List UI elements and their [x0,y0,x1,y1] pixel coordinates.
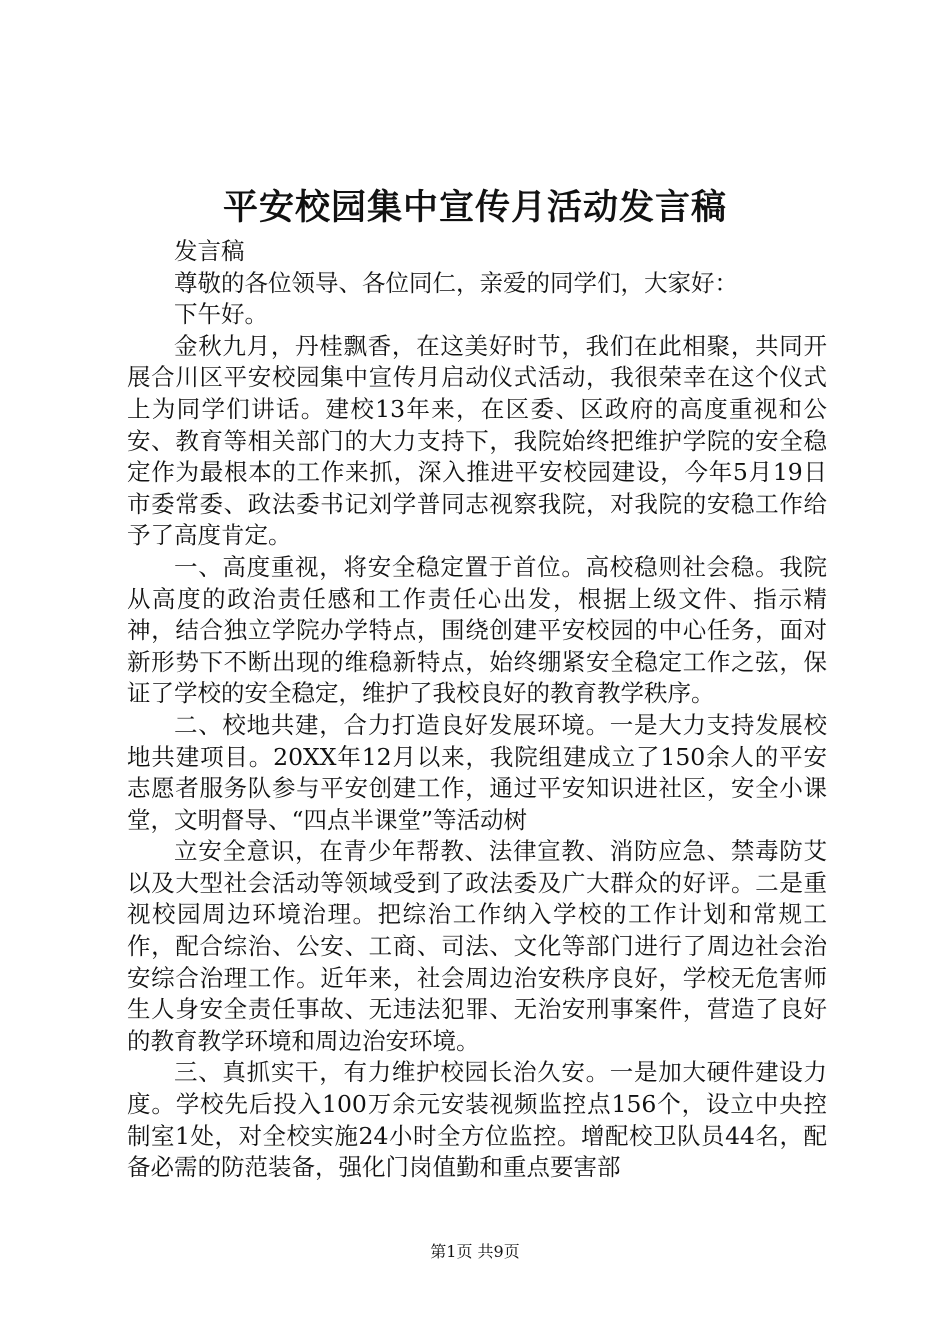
paragraph-section-one: 一、高度重视，将安全稳定置于首位。高校稳则社会稳。我院从高度的政治责任感和工作责任心出发，根据上级文件、指示精神，结合独立学院办学特点，围绕创建平安校园的中心任务，面对新形势下不断出现的维稳新特点，始终绷紧安全稳定工作之弦，保证了学校的安全稳定，维护了我校良好的教育教学秩序。 [127,552,827,708]
paragraph-heading-label: 发言稿 [174,237,245,265]
document-body [127,236,827,1184]
paragraph-introduction: 金秋九月，丹桂飘香，在这美好时节，我们在此相聚，共同开展合川区平安校园集中宣传月启动仪式活动，我很荣幸在这个仪式上为同学们讲话。建校13年来，在区委、区政府的高度重视和公安、教育等相关部门的大力支持下，我院始终把维护学院的安全稳定作为最根本的工作来抓，深入推进平安校园建设，今年5月19日市委常委、政法委书记刘学普同志视察我院，对我院的安稳工作给予了高度肯定。 [127,331,827,550]
paragraph-section-two-continued: 立安全意识，在青少年帮教、法律宣教、消防应急、禁毒防艾以及大型社会活动等领域受到了政法委及广大群众的好评。二是重视校园周边环境治理。把综治工作纳入学校的工作计划和常规工作，配合综治、公安、工商、司法、文化等部门进行了周边社会治安综合治理工作。近年来，社会周边治安秩序良好，学校无危害师生人身安全责任事故、无违法犯罪、无治安刑事案件，营造了良好的教育教学环境和周边治安环境。 [127,837,827,1055]
paragraph-section-two: 二、校地共建，合力打造良好发展环境。一是大力支持发展校地共建项目。20XX年12月以来，我院组建成立了150余人的平安志愿者服务队参与平安创建工作，通过平安知识进社区，安全小课堂，文明督导、“四点半课堂”等活动树 [127,710,827,834]
paragraph-salutation: 尊敬的各位领导、各位同仁，亲爱的同学们，大家好： [174,268,738,297]
paragraph-greeting: 下午好。 [174,300,268,329]
page-number-footer: 第1页 共9页 [430,1242,520,1261]
document-title: 平安校园集中宣传月活动发言稿 [222,187,727,228]
paragraph-section-three: 三、真抓实干，有力维护校园长治久安。一是加大硬件建设力度。学校先后投入100万余元安装视频监控点156个，设立中央控制室1处，对全校实施24小时全方位监控。增配校卫队员44名，配备必需的防范装备，强化门岗值勤和重点要害部 [127,1058,827,1182]
